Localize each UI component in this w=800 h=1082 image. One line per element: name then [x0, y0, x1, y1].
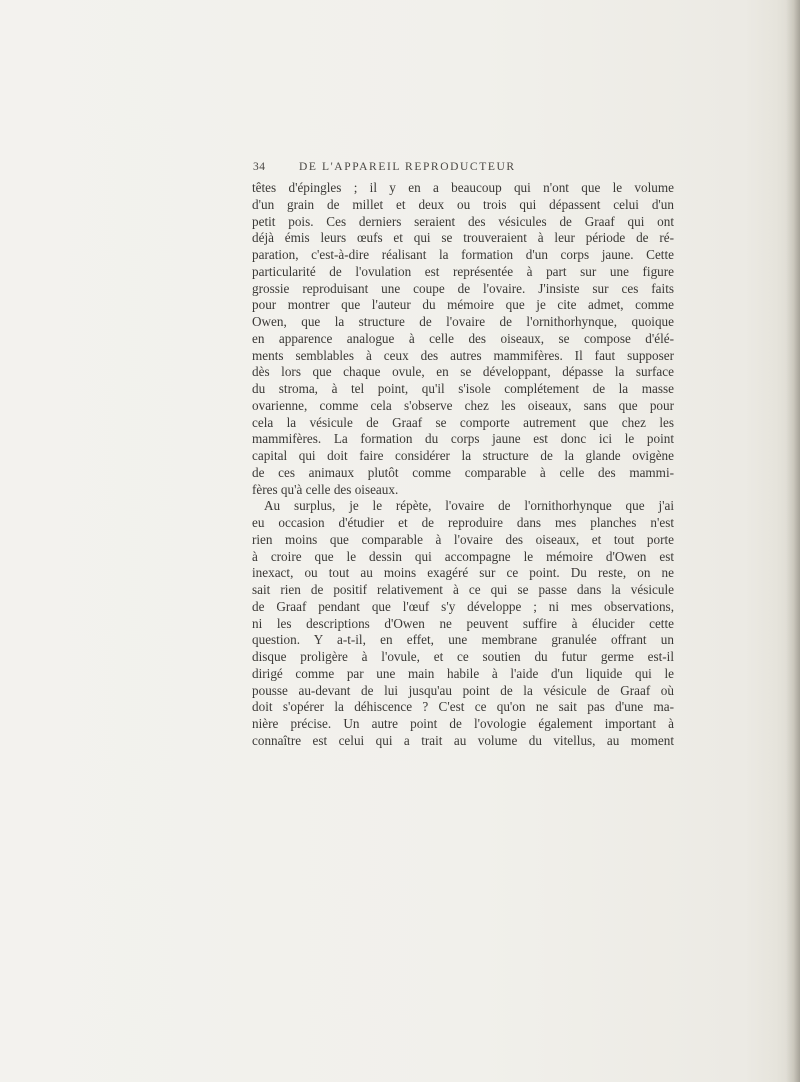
text-line: cela la vésicule de Graaf se comporte autrement que chez les — [252, 414, 674, 430]
text-line: rien moins que comparable à l'ovaire des oiseaux, et tout porte — [252, 531, 674, 547]
text-line: paration, c'est-à-dire réalisant la formation d'un corps jaune. Cette — [252, 247, 674, 262]
text-line: petit pois. Ces derniers seraient des vésicules de Graaf qui ont — [252, 213, 674, 229]
text-line: disque proligère à l'ovule, et ce soutien du futur germe est-il — [252, 649, 674, 664]
paragraph-start-line: Au surplus, je le répète, l'ovaire de l'ornithorhynque que j'ai — [264, 498, 674, 514]
text-line: d'un grain de millet et deux ou trois qui dépassent celui d'un — [252, 196, 674, 212]
text-line: dirigé comme par une main habile à l'aide d'un liquide qui le — [252, 665, 674, 681]
text-line: nière précise. Un autre point de l'ovologie également important à — [252, 716, 674, 731]
text-line: inexact, ou tout au moins exagéré sur ce point. Du reste, on ne — [252, 565, 674, 581]
text-line: Owen, que la structure de l'ovaire de l'ornithorhynque, quoique — [252, 314, 674, 329]
text-line: capital qui doit faire considérer la structure de la glande ovigène — [252, 448, 674, 463]
page-edge-shadow — [786, 0, 800, 1082]
text-line: eu occasion d'étudier et de reproduire dans mes planches n'est — [252, 515, 674, 530]
text-line: têtes d'épingles ; il y en a beaucoup qui n'ont que le volume — [252, 180, 674, 195]
text-line: sait rien de positif relativement à ce qui se passe dans la vésicule — [252, 582, 674, 597]
text-line: mammifères. La formation du corps jaune est donc ici le point — [252, 431, 674, 447]
text-line: pousse au-devant de lui jusqu'au point de la vésicule de Graaf où — [252, 682, 674, 698]
running-head-title: DE L'APPAREIL REPRODUCTEUR — [299, 161, 516, 173]
text-line: du stroma, à tel point, qu'il s'isole complétement de la masse — [252, 381, 674, 396]
paragraph-end-line: fères qu'à celle des oiseaux. — [252, 481, 399, 497]
text-line: grossie reproduisant une coupe de l'ovaire. J'insiste sur ces faits — [252, 280, 674, 296]
text-line: particularité de l'ovulation est représentée à part sur une figure — [252, 263, 674, 279]
text-line: pour montrer que l'auteur du mémoire que je cite admet, comme — [252, 297, 674, 313]
text-line: connaître est celui qui a trait au volume du vitellus, au moment — [252, 732, 674, 748]
page-number: 34 — [253, 161, 266, 173]
running-head — [253, 161, 633, 179]
body-text — [252, 180, 674, 750]
text-line: à croire que le dessin qui accompagne le mémoire d'Owen est — [252, 548, 674, 564]
text-line: de ces animaux plutôt comme comparable à celle des mammi- — [252, 464, 674, 480]
text-line: dès lors que chaque ovule, en se développant, dépasse la surface — [252, 364, 674, 380]
text-line: ni les descriptions d'Owen ne peuvent suffire à élucider cette — [252, 615, 674, 631]
text-line: déjà émis leurs œufs et qui se trouveraient à leur période de ré- — [252, 230, 674, 246]
text-line: question. Y a-t-il, en effet, une membrane granulée offrant un — [252, 632, 674, 648]
text-line: ovarienne, comme cela s'observe chez les oiseaux, sans que pour — [252, 397, 674, 413]
text-line: doit s'opérer la déhiscence ? C'est ce qu'on ne sait pas d'une ma- — [252, 699, 674, 715]
text-line: ments semblables à ceux des autres mammifères. Il faut supposer — [252, 347, 674, 363]
text-line: en apparence analogue à celle des oiseaux, se compose d'élé- — [252, 330, 674, 346]
text-line: de Graaf pendant que l'œuf s'y développe ; ni mes observations, — [252, 598, 674, 614]
